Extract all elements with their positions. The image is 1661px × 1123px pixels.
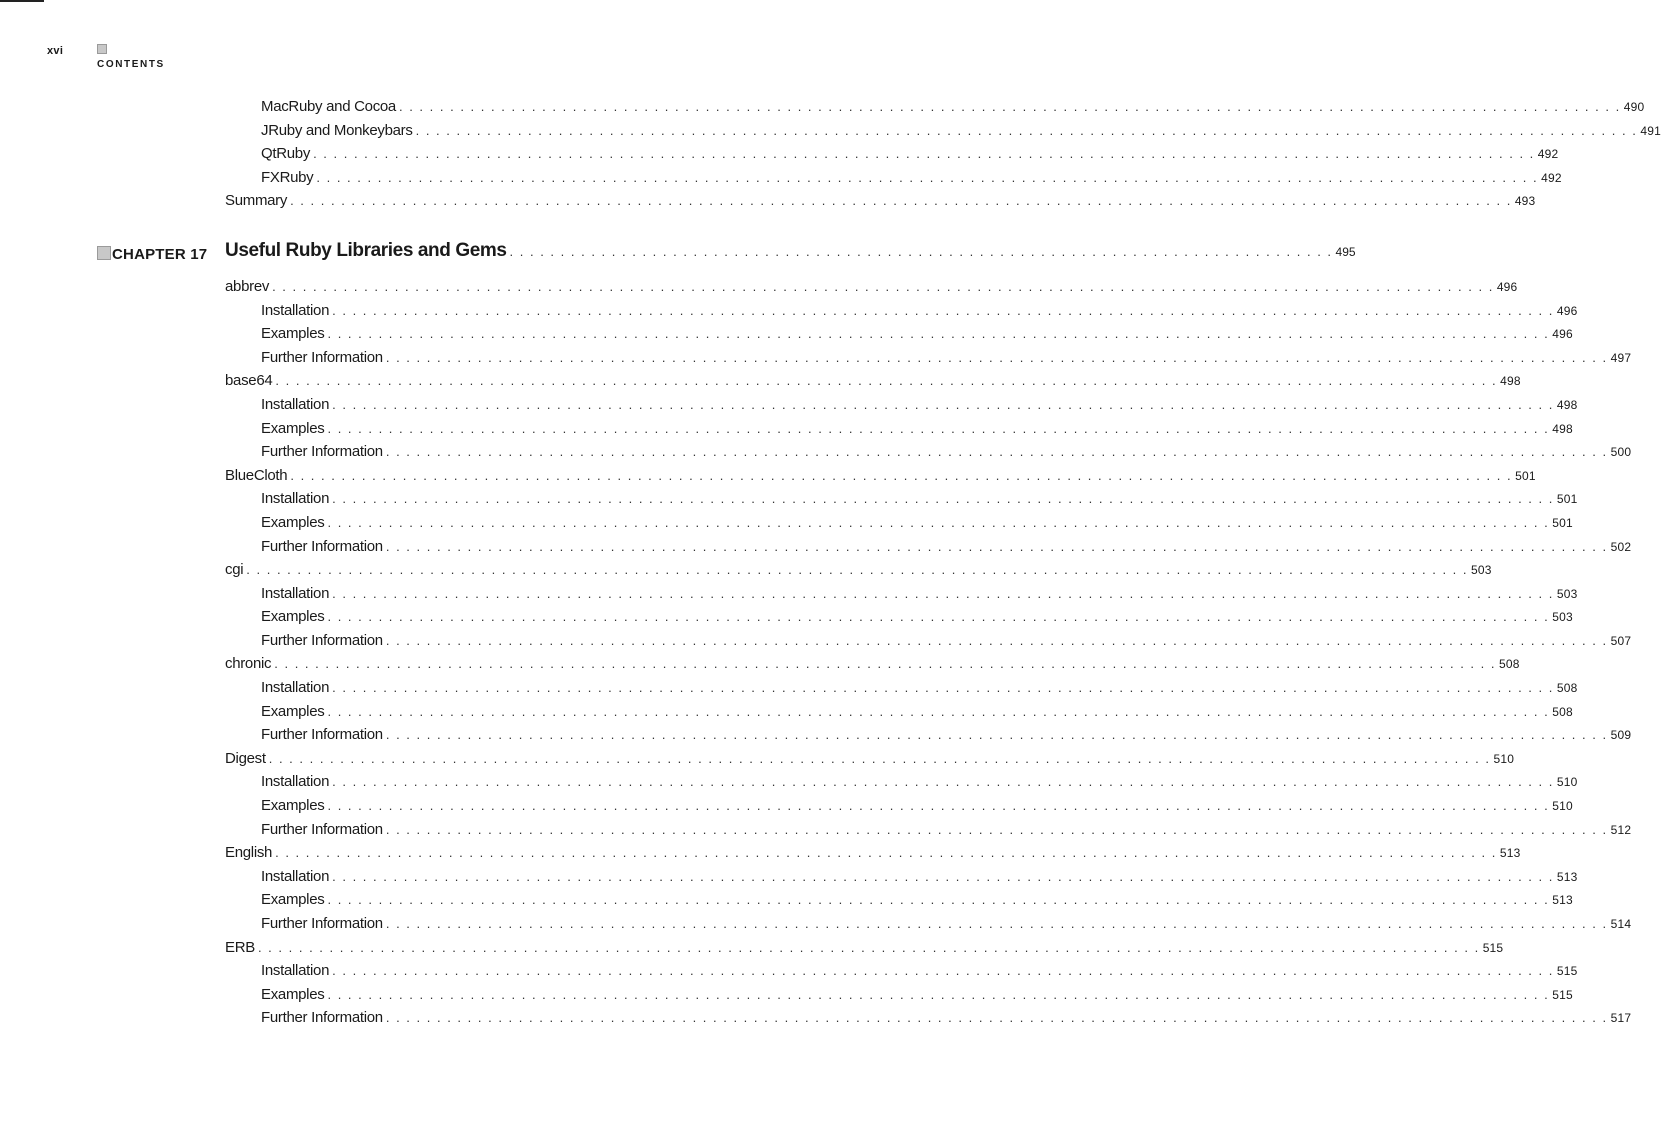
toc-entry[interactable] <box>225 466 1536 491</box>
entry-page: 491 <box>1640 123 1661 138</box>
entry-page: 509 <box>1610 728 1632 743</box>
entry-page: 517 <box>1610 1011 1632 1026</box>
entry-page: 490 <box>1623 100 1645 114</box>
entry-title: base64 <box>225 372 273 390</box>
entry-title: abbrev <box>225 277 270 295</box>
toc-subentry[interactable] <box>225 915 1632 939</box>
entry-page: 501 <box>1556 492 1578 507</box>
entry-title: Examples <box>261 608 325 626</box>
toc-entry[interactable] <box>225 749 1515 774</box>
entry-page: 508 <box>1556 681 1578 696</box>
toc-subentry[interactable] <box>225 962 1578 986</box>
dot-leader: . . . . . . . . . . . . . . . . . . . . . . . . . . . . . . . . . . . . . . . . . . . . . . . . . . . . . . . . . . . . . . . . . . . . . . . . . . . . . . . . . . . . . . . . . . . . . . . . . . . . . . . . . . . . . . . . . . . . . . . . <box>332 396 1554 412</box>
entry-page: 496 <box>1496 279 1518 294</box>
dot-leader: . . . . . . . . . . . . . . . . . . . . . . . . . . . . . . . . . . . . . . . . . . . . . . . . . . . . . . . . . . . . . . . . . . . . . . . . . . . . . . . . . . . . . . . . . . . . . . . . . . . . . . . . . . . . . . . . . . . . . . . . <box>327 798 1550 814</box>
dot-leader: . . . . . . . . . . . . . . . . . . . . . . . . . . . . . . . . . . . . . . . . . . . . . . . . . . . . . . . . . . . . . . . . . . . . . . . . . . . . . . . . . . . . . . . . . . . . . . . . . . . . . . . . . . . . . . . . . . . . . . . . <box>290 193 1512 209</box>
toc-entry[interactable] <box>225 192 1536 216</box>
entry-page: 498 <box>1552 421 1573 436</box>
dot-leader: . . . . . . . . . . . . . . . . . . . . . . . . . . . . . . . . . . . . . . . . . . . . . . . . . . . . . . . . . . . . . . . . . . . . . . . . . . . . . . . . . . . . . . . . . . . . . . . . . . . . . . . . . . . . . . . . . . . . . . . . <box>385 727 1608 743</box>
chapter-label <box>97 246 207 263</box>
entry-title: Installation <box>261 301 330 319</box>
toc-subentry[interactable] <box>225 1009 1632 1033</box>
toc-entry[interactable] <box>225 938 1504 963</box>
toc-subentry[interactable] <box>225 584 1578 609</box>
entry-page: 507 <box>1610 633 1632 648</box>
square-bullet-icon <box>97 44 107 54</box>
dot-leader: . . . . . . . . . . . . . . . . . . . . . . . . . . . . . . . . . . . . . . . . . . . . . . . . . . . . . . . . . . . . . . . . . . . . . . . . . . . . . . . . . . . . . . . . . . . . . . . . . . . . . . . . . . . . . . . . . . . . . . . . <box>257 939 1480 955</box>
toc-subentry[interactable] <box>225 121 1661 146</box>
entry-title: Further Information <box>261 915 383 932</box>
entry-title: Further Information <box>261 443 383 461</box>
dot-leader: . . . . . . . . . . . . . . . . . . . . . . . . . . . . . . . . . . . . . . . . . . . . . . . . . . . . . . . . . . . . . . . . . . . . . . . . . . . . . . . . . . . . . . . . . . . . . . . . . . . . . . . . . . . . . . . . . . . . . . . . <box>332 491 1554 507</box>
dot-leader: . . . . . . . . . . . . . . . . . . . . . . . . . . . . . . . . . . . . . . . . . . . . . . . . . . . . . . . . . . . . . . . . . . . . . . . . . . . . . . . . . . . . . . . . . . . . . . . . . . . . . . . . . . . . . . . . . . . . . . . . <box>332 302 1554 318</box>
entry-title: FXRuby <box>261 168 314 186</box>
toc-subentry[interactable] <box>225 419 1573 444</box>
entry-page: 498 <box>1500 374 1521 389</box>
toc-subentry[interactable] <box>225 537 1632 562</box>
square-bullet-icon <box>97 246 111 260</box>
table-of-contents <box>112 98 1661 1033</box>
dot-leader: . . . . . . . . . . . . . . . . . . . . . . . . . . . . . . . . . . . . . . . . . . . . . . . . . . . . . . . . . . . . . . . . . . . . . . . . . . . . . . . . . . . . . . . . . . . . . . . . . . . . . . . . . . . . . . . . . . . . . . . . <box>327 703 1550 719</box>
dot-leader: . . . . . . . . . . . . . . . . . . . . . . . . . . . . . . . . . . . . . . . . . . . . . . . . . . . . . . . . . . . . . . . . . . . . . . . . . . . . . . . . . . . . . . . . . . . . . . . . . . . . . . . . . . . . . . . . . . . . . . . . <box>313 146 1535 162</box>
entry-page: 501 <box>1515 468 1536 483</box>
entry-page: 493 <box>1514 194 1536 209</box>
toc-subentry[interactable] <box>225 726 1632 750</box>
section-name: CONTENTS <box>97 59 165 70</box>
toc-subentry[interactable] <box>225 348 1632 373</box>
toc-subentry[interactable] <box>225 98 1645 122</box>
chapter-number: CHAPTER 17 <box>112 245 208 263</box>
entry-title: ERB <box>225 938 255 956</box>
entry-title: Installation <box>261 867 330 885</box>
dot-leader: . . . . . . . . . . . . . . . . . . . . . . . . . . . . . . . . . . . . . . . . . . . . . . . . . . . . . . . . . . . . . . . . . . . . . . . . . . . . . . . . . . . . . . . . . . . . . . . . . . . . . . . . . . . . . . . . . . . . . . . . <box>274 656 1496 672</box>
toc-subentry[interactable] <box>225 490 1578 514</box>
toc-section-before <box>225 98 1661 216</box>
dot-leader: . . . . . . . . . . . . . . . . . . . . . . . . . . . . . . . . . . . . . . . . . . . . . . . . . . . . . . . . . . . . . . . . . . . . . . . . . . . . . . . . . . . . . . . . . . . . . . . . . . . . . . . . . . . . . . . . . . . . . . . . <box>327 892 1550 908</box>
dot-leader: . . . . . . . . . . . . . . . . . . . . . . . . . . . . . . . . . . . . . . . . . . . . . . . . . . . . . . . . . . . . . . . . . . . . . . . . . . . . . . . . . . . . . . . . . . . . . . . . . . . . . . . . . . . . . . . . . . . . . . . . <box>327 609 1550 625</box>
dot-leader: . . . . . . . . . . . . . . . . . . . . . . . . . . . . . . . . . . . . . . . . . . . . . . . . . . . . . . . . . . . . . . . . . . . . . . . . . . . . . . . . . . . . . . . . . . . . . . . . . . . . . . . . . . . . . . . . . . . . . . . . <box>275 845 1497 861</box>
dot-leader: . . . . . . . . . . . . . . . . . . . . . . . . . . . . . . . . . . . . . . . . . . . . . . . . . . . . . . . . . . . . . . . . . . . . . . . . . . . . . . . . . . . . . . . . . . . . . . . . . . . . . . . . . . . . . . . . . . . . . . . . <box>268 750 1491 766</box>
toc-subentry[interactable] <box>225 820 1632 845</box>
dot-leader: . . . . . . . . . . . . . . . . . . . . . . . . . . . . . . . . . . . . . . . . . . . . . . . . . . . . . . . . . . . . . . . . . . . . . . . . . . . . . . . . . . . . . . . . . . . . . . . . . . . . . . . . . . . . . . . . . . . . . . . . <box>290 467 1513 483</box>
dot-leader: . . . . . . . . . . . . . . . . . . . . . . . . . . . . . . . . . . . . . . . . . . . . . . . . . . . . . . . . . . . . . . . . . . . . . . . . . . . . . . . . . . . . . . . . . . . . . . . . . . . . . . . . . . . . . . . . . . . . . . . . <box>275 373 1498 389</box>
entry-page: 498 <box>1556 397 1578 412</box>
entry-title: Examples <box>261 797 325 815</box>
entry-page: 508 <box>1552 704 1573 719</box>
toc-subentry[interactable] <box>225 513 1573 538</box>
toc-subentry[interactable] <box>225 301 1578 326</box>
entry-page: 513 <box>1499 846 1521 861</box>
toc-subentry[interactable] <box>225 985 1573 1010</box>
entry-page: 503 <box>1471 563 1492 578</box>
entry-title: Examples <box>261 702 325 720</box>
entry-title: Further Information <box>261 631 383 649</box>
entry-title: chronic <box>225 655 272 673</box>
entry-title: Installation <box>261 962 330 980</box>
entry-page: 501 <box>1552 515 1573 530</box>
dot-leader: . . . . . . . . . . . . . . . . . . . . . . . . . . . . . . . . . . . . . . . . . . . . . . . . . . . . . . . . . . . . . . . . . . . . . . . . . . . . . . . . . . . . . . . . . . . . . . . . . . . . . . . . . . . . . . . . . . . . . . . . <box>272 278 1494 294</box>
dot-leader: . . . . . . . . . . . . . . . . . . . . . . . . . . . . . . . . . . . . . . . . . . . . . . . . . . . . . . . . . . . . . . . . . . . . . . . . . . . . . . . . . . . . . . . . . . . . . . . . . . . . . . . . . . . . . . . . . . . . . . . . <box>385 349 1608 365</box>
entry-title: English <box>225 844 273 862</box>
dot-leader: . . . . . . . . . . . . . . . . . . . . . . . . . . . . . . . . . . . . . . . . . . . . . . . . . . . . . . . . . . . . . . . . . . . . . . . . . . . . . . . . . . . . . . . . . . . . . . . . . . . . . . . . . . . . . . . . . . . . . . . . <box>385 444 1608 460</box>
entry-title: Further Information <box>261 726 383 744</box>
entry-title: Installation <box>261 679 330 697</box>
entry-title: Installation <box>261 773 330 791</box>
toc-subentry[interactable] <box>225 145 1559 169</box>
entry-title: Digest <box>225 749 266 767</box>
toc-subentry[interactable] <box>225 168 1562 193</box>
entry-title: Examples <box>261 325 325 343</box>
entry-title: Examples <box>261 419 325 437</box>
spacer <box>225 216 709 240</box>
toc-subentry[interactable] <box>225 443 1632 467</box>
dot-leader: . . . . . . . . . . . . . . . . . . . . . . . . . . . . . . . . . . . . . . . . . . . . . . . . . . . . . . . . . . . . . . . . . . . . . . . . . . . . . . . . . <box>509 243 1333 259</box>
chapter-title: Useful Ruby Libraries and Gems <box>225 239 507 261</box>
dot-leader: . . . . . . . . . . . . . . . . . . . . . . . . . . . . . . . . . . . . . . . . . . . . . . . . . . . . . . . . . . . . . . . . . . . . . . . . . . . . . . . . . . . . . . . . . . . . . . . . . . . . . . . . . . . . . . . . . . . . . . . . <box>327 326 1550 342</box>
dot-leader: . . . . . . . . . . . . . . . . . . . . . . . . . . . . . . . . . . . . . . . . . . . . . . . . . . . . . . . . . . . . . . . . . . . . . . . . . . . . . . . . . . . . . . . . . . . . . . . . . . . . . . . . . . . . . . . . . . . . . . . . <box>327 420 1550 436</box>
entry-page: 512 <box>1610 822 1632 837</box>
dot-leader: . . . . . . . . . . . . . . . . . . . . . . . . . . . . . . . . . . . . . . . . . . . . . . . . . . . . . . . . . . . . . . . . . . . . . . . . . . . . . . . . . . . . . . . . . . . . . . . . . . . . . . . . . . . . . . . . . . . . . . . . <box>332 868 1554 884</box>
dot-leader: . . . . . . . . . . . . . . . . . . . . . . . . . . . . . . . . . . . . . . . . . . . . . . . . . . . . . . . . . . . . . . . . . . . . . . . . . . . . . . . . . . . . . . . . . . . . . . . . . . . . . . . . . . . . . . . . . . . . . . . . <box>332 680 1554 696</box>
entry-title: Installation <box>261 584 330 602</box>
entry-page: 496 <box>1552 327 1573 342</box>
toc-subentry[interactable] <box>225 867 1578 892</box>
entry-page: 508 <box>1499 657 1520 672</box>
toc-entry[interactable] <box>225 277 1518 302</box>
toc-subentry[interactable] <box>225 679 1578 703</box>
entry-title: Further Information <box>261 348 383 366</box>
dot-leader: . . . . . . . . . . . . . . . . . . . . . . . . . . . . . . . . . . . . . . . . . . . . . . . . . . . . . . . . . . . . . . . . . . . . . . . . . . . . . . . . . . . . . . . . . . . . . . . . . . . . . . . . . . . . . . . . . . . . . . . . <box>385 1010 1608 1026</box>
dot-leader: . . . . . . . . . . . . . . . . . . . . . . . . . . . . . . . . . . . . . . . . . . . . . . . . . . . . . . . . . . . . . . . . . . . . . . . . . . . . . . . . . . . . . . . . . . . . . . . . . . . . . . . . . . . . . . . . . . . . . . . . <box>327 514 1550 530</box>
toc-subentry[interactable] <box>225 608 1573 632</box>
entry-title: QtRuby <box>261 145 311 163</box>
entry-page: 515 <box>1552 987 1573 1002</box>
entry-page: 502 <box>1610 539 1632 554</box>
dot-leader: . . . . . . . . . . . . . . . . . . . . . . . . . . . . . . . . . . . . . . . . . . . . . . . . . . . . . . . . . . . . . . . . . . . . . . . . . . . . . . . . . . . . . . . . . . . . . . . . . . . . . . . . . . . . . . . . . . . . . . . . <box>332 774 1554 790</box>
entry-page: 510 <box>1556 775 1578 790</box>
dot-leader: . . . . . . . . . . . . . . . . . . . . . . . . . . . . . . . . . . . . . . . . . . . . . . . . . . . . . . . . . . . . . . . . . . . . . . . . . . . . . . . . . . . . . . . . . . . . . . . . . . . . . . . . . . . . . . . . . . . . . . . . <box>332 963 1554 979</box>
top-rule <box>0 0 44 2</box>
entry-title: Summary <box>225 192 288 210</box>
dot-leader: . . . . . . . . . . . . . . . . . . . . . . . . . . . . . . . . . . . . . . . . . . . . . . . . . . . . . . . . . . . . . . . . . . . . . . . . . . . . . . . . . . . . . . . . . . . . . . . . . . . . . . . . . . . . . . . . . . . . . . . . <box>415 122 1638 138</box>
entry-page: 515 <box>1556 964 1578 979</box>
toc-section-after <box>225 277 1632 1033</box>
toc-subentry[interactable] <box>225 395 1578 420</box>
entry-page: 515 <box>1482 940 1504 955</box>
entry-page: 500 <box>1610 445 1632 460</box>
page-number: xvi <box>47 45 64 57</box>
chapter-page: 495 <box>1335 244 1356 259</box>
entry-page: 503 <box>1552 610 1573 625</box>
entry-title: Further Information <box>261 820 383 838</box>
entry-title: Examples <box>261 891 325 909</box>
entry-page: 496 <box>1556 303 1578 318</box>
entry-page: 510 <box>1493 751 1515 766</box>
entry-title: MacRuby and Cocoa <box>261 98 396 115</box>
entry-title: Installation <box>261 395 330 413</box>
toc-subentry[interactable] <box>225 773 1578 797</box>
dot-leader: . . . . . . . . . . . . . . . . . . . . . . . . . . . . . . . . . . . . . . . . . . . . . . . . . . . . . . . . . . . . . . . . . . . . . . . . . . . . . . . . . . . . . . . . . . . . . . . . . . . . . . . . . . . . . . . . . . . . . . . . <box>316 169 1539 185</box>
dot-leader: . . . . . . . . . . . . . . . . . . . . . . . . . . . . . . . . . . . . . . . . . . . . . . . . . . . . . . . . . . . . . . . . . . . . . . . . . . . . . . . . . . . . . . . . . . . . . . . . . . . . . . . . . . . . . . . . . . . . . . . . <box>385 916 1608 931</box>
dot-leader: . . . . . . . . . . . . . . . . . . . . . . . . . . . . . . . . . . . . . . . . . . . . . . . . . . . . . . . . . . . . . . . . . . . . . . . . . . . . . . . . . . . . . . . . . . . . . . . . . . . . . . . . . . . . . . . . . . . . . . . . <box>385 632 1608 648</box>
entry-title: Further Information <box>261 537 383 555</box>
entry-page: 492 <box>1541 170 1562 185</box>
toc-subentry[interactable] <box>225 797 1573 821</box>
entry-page: 514 <box>1610 917 1632 931</box>
entry-page: 503 <box>1556 586 1578 601</box>
dot-leader: . . . . . . . . . . . . . . . . . . . . . . . . . . . . . . . . . . . . . . . . . . . . . . . . . . . . . . . . . . . . . . . . . . . . . . . . . . . . . . . . . . . . . . . . . . . . . . . . . . . . . . . . . . . . . . . . . . . . . . . . <box>332 585 1554 601</box>
entry-title: Examples <box>261 513 325 531</box>
toc-subentry[interactable] <box>225 325 1573 349</box>
entry-page: 513 <box>1556 869 1578 884</box>
toc-entry[interactable] <box>225 372 1521 396</box>
entry-title: BlueCloth <box>225 466 288 484</box>
toc-entry[interactable] <box>225 844 1521 868</box>
entry-page: 510 <box>1552 799 1573 814</box>
dot-leader: . . . . . . . . . . . . . . . . . . . . . . . . . . . . . . . . . . . . . . . . . . . . . . . . . . . . . . . . . . . . . . . . . . . . . . . . . . . . . . . . . . . . . . . . . . . . . . . . . . . . . . . . . . . . . . . . . . . . . . . . <box>398 99 1621 114</box>
entry-title: cgi <box>225 561 244 579</box>
dot-leader: . . . . . . . . . . . . . . . . . . . . . . . . . . . . . . . . . . . . . . . . . . . . . . . . . . . . . . . . . . . . . . . . . . . . . . . . . . . . . . . . . . . . . . . . . . . . . . . . . . . . . . . . . . . . . . . . . . . . . . . . <box>246 562 1469 578</box>
entry-title: Further Information <box>261 1009 383 1027</box>
running-head-title <box>97 44 165 72</box>
dot-leader: . . . . . . . . . . . . . . . . . . . . . . . . . . . . . . . . . . . . . . . . . . . . . . . . . . . . . . . . . . . . . . . . . . . . . . . . . . . . . . . . . . . . . . . . . . . . . . . . . . . . . . . . . . . . . . . . . . . . . . . . <box>385 821 1608 837</box>
dot-leader: . . . . . . . . . . . . . . . . . . . . . . . . . . . . . . . . . . . . . . . . . . . . . . . . . . . . . . . . . . . . . . . . . . . . . . . . . . . . . . . . . . . . . . . . . . . . . . . . . . . . . . . . . . . . . . . . . . . . . . . . <box>327 986 1550 1002</box>
toc-subentry[interactable] <box>225 631 1632 656</box>
toc-subentry[interactable] <box>225 702 1573 727</box>
entry-page: 513 <box>1552 893 1573 908</box>
entry-page: 492 <box>1537 147 1559 162</box>
entry-title: Installation <box>261 490 330 508</box>
entry-title: JRuby and Monkeybars <box>261 121 413 139</box>
chapter-heading[interactable] <box>112 239 1356 274</box>
entry-title: Examples <box>261 985 325 1003</box>
toc-entry[interactable] <box>225 655 1520 679</box>
entry-page: 497 <box>1610 350 1632 365</box>
toc-subentry[interactable] <box>225 891 1573 915</box>
toc-entry[interactable] <box>225 561 1492 585</box>
dot-leader: . . . . . . . . . . . . . . . . . . . . . . . . . . . . . . . . . . . . . . . . . . . . . . . . . . . . . . . . . . . . . . . . . . . . . . . . . . . . . . . . . . . . . . . . . . . . . . . . . . . . . . . . . . . . . . . . . . . . . . . . <box>385 538 1608 554</box>
